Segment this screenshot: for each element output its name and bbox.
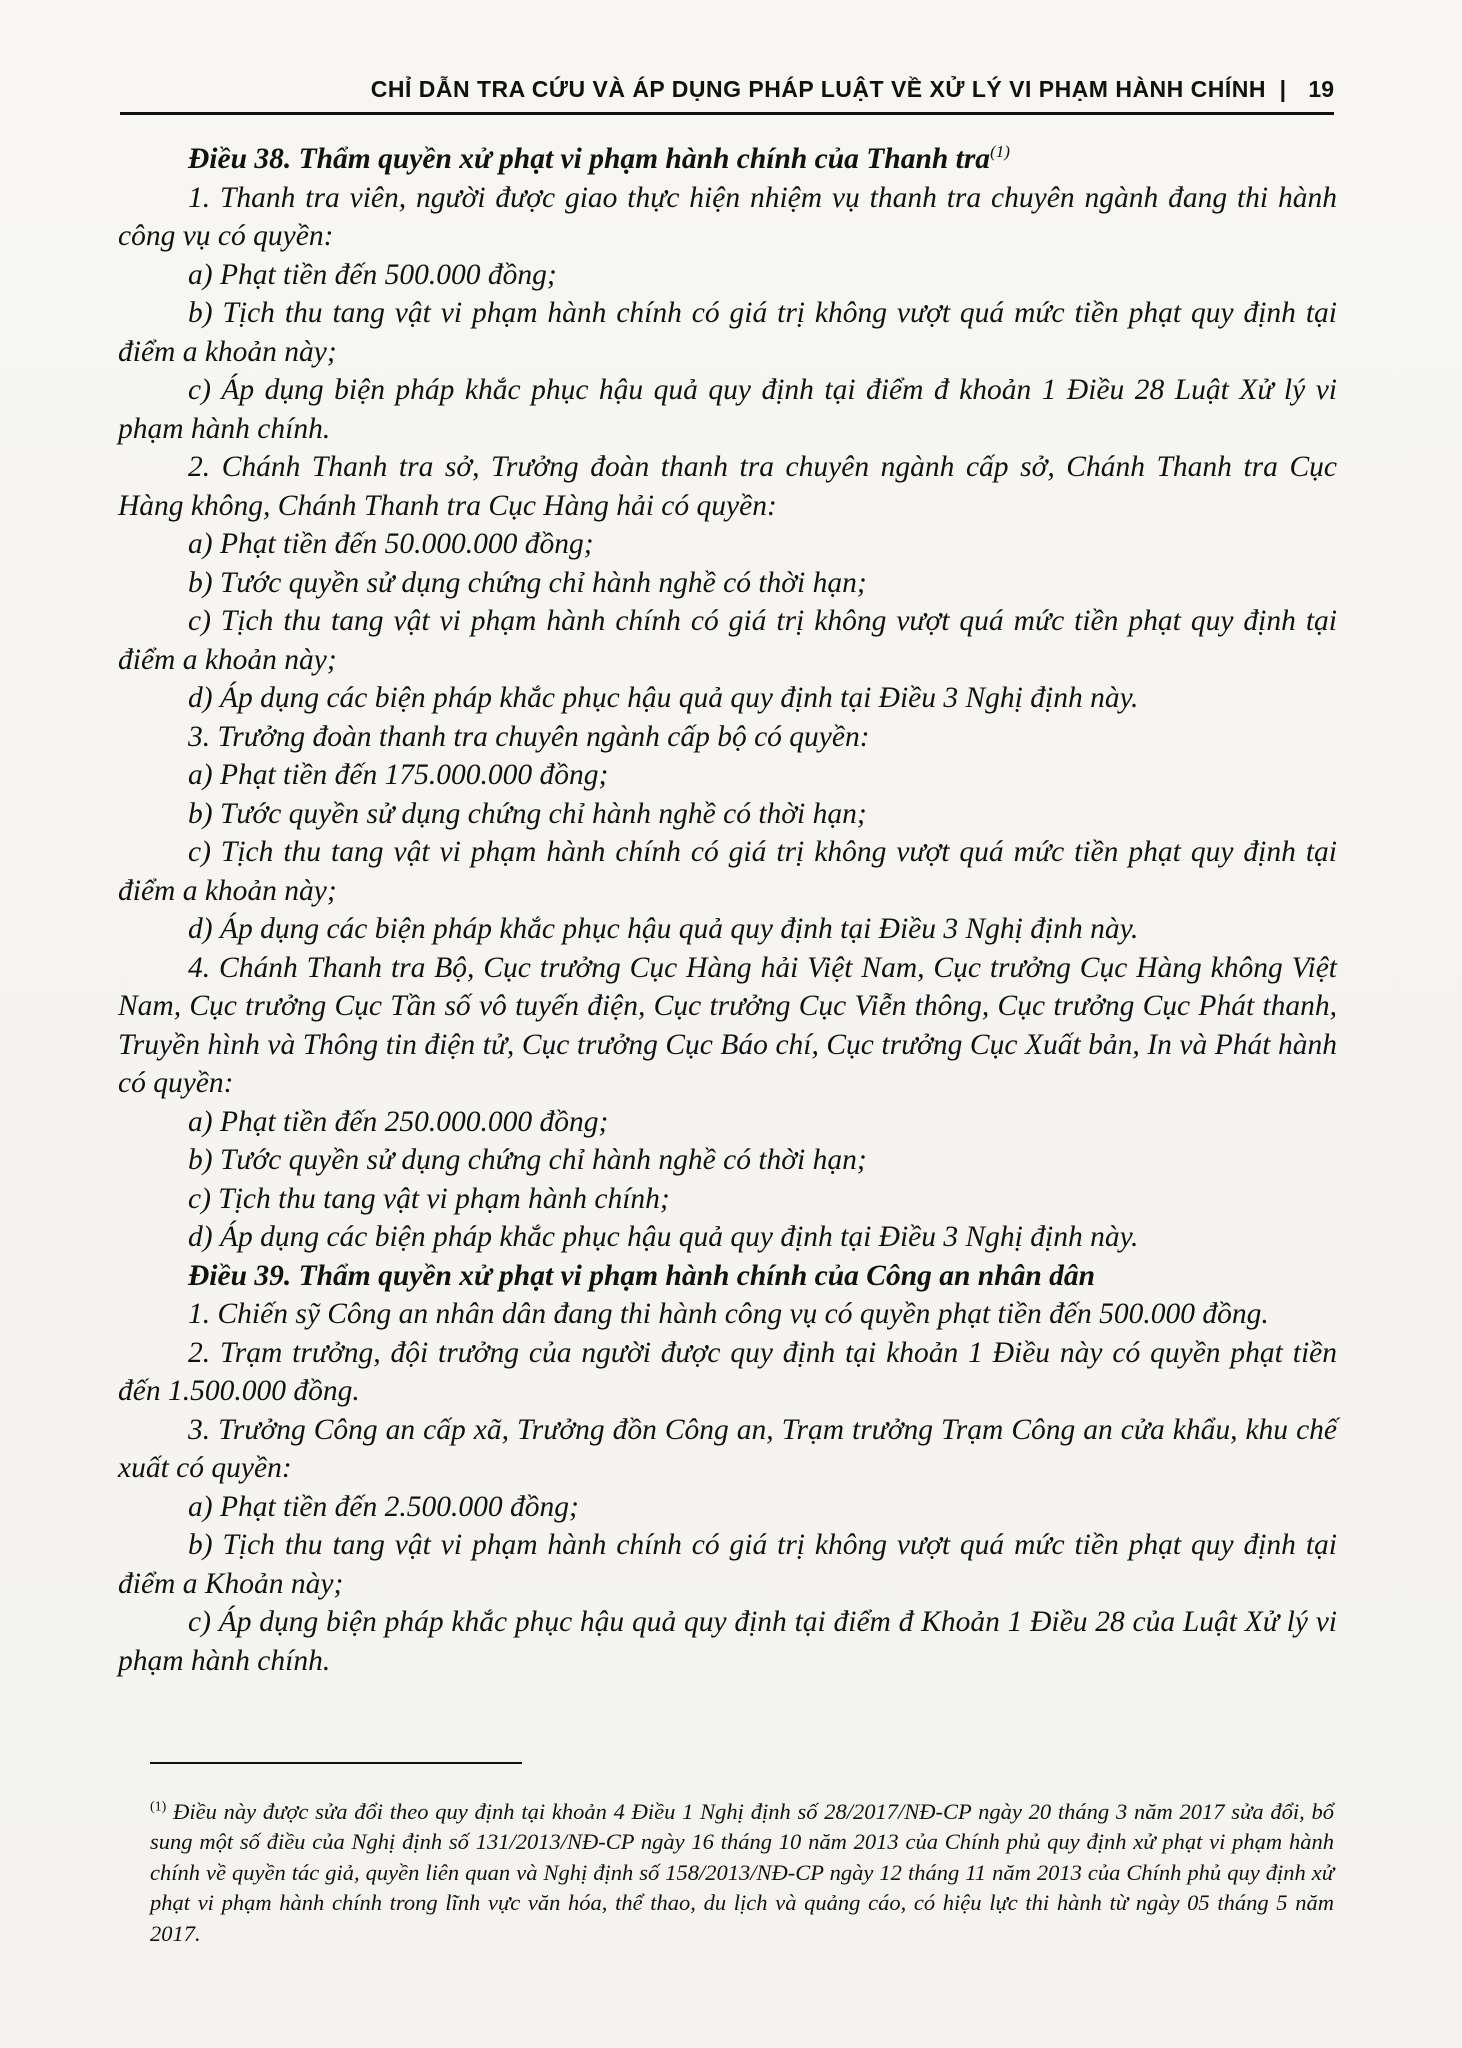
footnote-reference: (1) <box>990 142 1010 162</box>
article-38-clause-2-point-d: d) Áp dụng các biện pháp khắc phục hậu quả quy định tại Điều 3 Nghị định này. <box>188 682 1139 714</box>
running-header-separator: | <box>1279 76 1286 102</box>
page-body <box>118 140 1337 1680</box>
article-38-clause-1-point-b: b) Tịch thu tang vật vi phạm hành chính có giá trị không vượt quá mức tiền phạt quy định tại điểm a khoản này; <box>118 297 1337 368</box>
article-38-clause-4-point-d: d) Áp dụng các biện pháp khắc phục hậu quả quy định tại Điều 3 Nghị định này. <box>188 1221 1139 1253</box>
footnote-rule <box>150 1762 522 1764</box>
running-header-title: CHỈ DẪN TRA CỨU VÀ ÁP DỤNG PHÁP LUẬT VỀ XỬ LÝ VI PHẠM HÀNH CHÍNH <box>370 76 1266 102</box>
article-39-heading: Điều 39. Thẩm quyền xử phạt vi phạm hành chính của Công an nhân dân <box>188 1259 1096 1292</box>
article-38-clause-3-point-b: b) Tước quyền sử dụng chứng chỉ hành nghề có thời hạn; <box>188 797 867 830</box>
article-38-clause-3: 3. Trưởng đoàn thanh tra chuyên ngành cấp bộ có quyền: <box>188 720 870 753</box>
article-38-clause-4-point-b: b) Tước quyền sử dụng chứng chỉ hành nghề có thời hạn; <box>188 1144 867 1176</box>
article-38-clause-4: 4. Chánh Thanh tra Bộ, Cục trưởng Cục Hàng hải Việt Nam, Cục trưởng Cục Hàng không Việt Nam, Cục trưởng Cục Tần số vô tuyến điện, Cục trưởng Cục Viễn thông, Cục trưởng Cục Phát thanh, Truyền hình và Thông tin điện tử, Cục trưởng Cục Báo chí, Cục trưởng Cục Xuất bản, In và Phát hành có quyền: <box>118 951 1337 1099</box>
article-38-clause-1: 1. Thanh tra viên, người được giao thực hiện nhiệm vụ thanh tra chuyên ngành đang thi hành công vụ có quyền: <box>118 181 1337 252</box>
article-38-heading <box>118 140 1337 179</box>
footnote-marker: (1) <box>150 1799 167 1814</box>
article-38-clause-3-point-a: a) Phạt tiền đến 175.000.000 đồng; <box>188 759 609 791</box>
article-39-clause-1: 1. Chiến sỹ Công an nhân dân đang thi hành công vụ có quyền phạt tiền đến 500.000 đồng. <box>188 1298 1269 1330</box>
article-38-clause-1-point-a: a) Phạt tiền đến 500.000 đồng; <box>188 258 557 291</box>
article-39-clause-3-point-b: b) Tịch thu tang vật vi phạm hành chính có giá trị không vượt quá mức tiền phạt quy định tại điểm a Khoản này; <box>118 1529 1337 1600</box>
article-38-heading-text: Điều 38. Thẩm quyền xử phạt vi phạm hành chính của Thanh tra <box>188 143 991 175</box>
header-rule <box>120 112 1334 115</box>
article-38-clause-4-point-a: a) Phạt tiền đến 250.000.000 đồng; <box>188 1105 609 1138</box>
article-38-clause-2-point-a: a) Phạt tiền đến 50.000.000 đồng; <box>188 528 594 560</box>
article-38-clause-3-point-d: d) Áp dụng các biện pháp khắc phục hậu quả quy định tại Điều 3 Nghị định này. <box>188 913 1139 945</box>
article-38-clause-3-point-c: c) Tịch thu tang vật vi phạm hành chính có giá trị không vượt quá mức tiền phạt quy định tại điểm a khoản này; <box>118 836 1337 907</box>
article-38-clause-1-point-c: c) Áp dụng biện pháp khắc phục hậu quả quy định tại điểm đ khoản 1 Điều 28 Luật Xử lý vi phạm hành chính. <box>118 374 1337 445</box>
article-39-clause-2: 2. Trạm trưởng, đội trưởng của người được quy định tại khoản 1 Điều này có quyền phạt tiền đến 1.500.000 đồng. <box>118 1336 1337 1407</box>
footnote <box>150 1797 1334 1950</box>
article-38-clause-2-point-b: b) Tước quyền sử dụng chứng chỉ hành nghề có thời hạn; <box>188 566 867 599</box>
article-39-clause-3-point-c: c) Áp dụng biện pháp khắc phục hậu quả quy định tại điểm đ Khoản 1 Điều 28 của Luật Xử lý vi phạm hành chính. <box>118 1606 1337 1677</box>
article-39-clause-3-point-a: a) Phạt tiền đến 2.500.000 đồng; <box>188 1490 579 1523</box>
article-38-clause-4-point-c: c) Tịch thu tang vật vi phạm hành chính; <box>188 1182 670 1215</box>
article-39-clause-3: 3. Trưởng Công an cấp xã, Trưởng đồn Công an, Trạm trưởng Trạm Công an cửa khẩu, khu chế xuất có quyền: <box>118 1413 1337 1484</box>
article-38-clause-2: 2. Chánh Thanh tra sở, Trưởng đoàn thanh tra chuyên ngành cấp sở, Chánh Thanh tra Cục Hàng không, Chánh Thanh tra Cục Hàng hải có quyền: <box>118 451 1337 522</box>
footnote-text: Điều này được sửa đổi theo quy định tại khoản 4 Điều 1 Nghị định số 28/2017/NĐ-CP ngày 20 tháng 3 năm 2017 sửa đổi, bổ sung một số điều của Nghị định số 131/2013/NĐ-CP ngày 16 tháng 10 năm 2013 của Chính phủ quy định xử phạt vi phạm hành chính về quyền tác giả, quyền liên quan và Nghị định số 158/2013/NĐ-CP ngày 12 tháng 11 năm 2013 của Chính phủ quy định xử phạt vi phạm hành chính trong lĩnh vực văn hóa, thể thao, du lịch và quảng cáo, có hiệu lực thi hành từ ngày 05 tháng 5 năm 2017. <box>150 1798 1334 1946</box>
page-number: 19 <box>1308 76 1334 102</box>
article-38-clause-2-point-c: c) Tịch thu tang vật vi phạm hành chính có giá trị không vượt quá mức tiền phạt quy định tại điểm a khoản này; <box>118 605 1337 676</box>
running-header <box>120 70 1334 112</box>
